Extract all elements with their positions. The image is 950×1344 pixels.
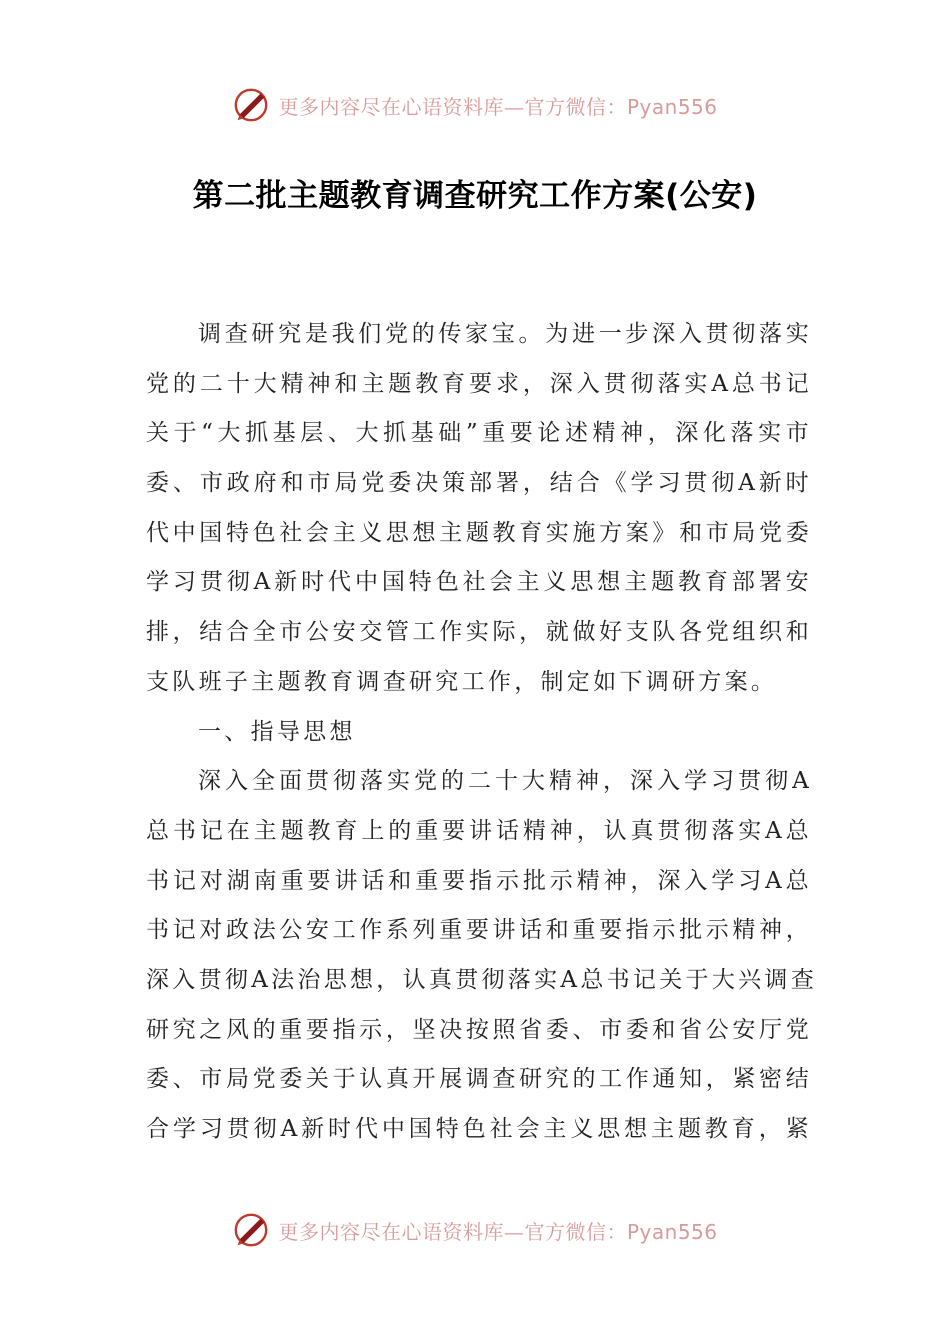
pen-logo-icon xyxy=(232,86,270,124)
paragraph-line: 关于“大抓基层、大抓基础”重要论述精神，深化落实市 xyxy=(146,420,812,447)
footer-watermark xyxy=(0,1205,950,1255)
watermark-text: 更多内容尽在心语资料库—官方微信： xyxy=(278,94,627,119)
paragraph-line: 支队班子主题教育调查研究工作，制定如下调研方案。 xyxy=(146,668,778,695)
header-watermark xyxy=(0,80,950,130)
pen-logo-icon xyxy=(232,1211,270,1249)
paragraph-line: 委、市政府和市局党委决策部署，结合《学习贯彻A新时 xyxy=(146,470,812,497)
document-body xyxy=(146,310,818,1155)
paragraph-line: 调查研究是我们党的传家宝。为进一步深入贯彻落实 xyxy=(198,321,812,347)
paragraph-line: 学习贯彻A新时代中国特色社会主义思想主题教育部署安 xyxy=(146,569,812,596)
watermark-contact: Pyan556 xyxy=(626,1219,718,1244)
paragraph-line: 深入全面贯彻落实党的二十大精神，深入学习贯彻A xyxy=(198,768,812,795)
paragraph-line: 合学习贯彻A新时代中国特色社会主义思想主题教育，紧 xyxy=(146,1116,812,1142)
paragraph-line: 书记对政法公安工作系列重要讲话和重要指示批示精神， xyxy=(146,917,812,944)
watermark-text: 更多内容尽在心语资料库—官方微信： xyxy=(278,1219,627,1244)
paragraph-line: 排，结合全市公安交管工作实际，就做好支队各党组织和 xyxy=(146,619,812,646)
paragraph-line: 深入贯彻A法治思想，认真贯彻落实A总书记关于大兴调查 xyxy=(146,966,818,993)
document-title: 第二批主题教育调查研究工作方案(公安) xyxy=(192,178,758,214)
paragraph-line: 代中国特色社会主义思想主题教育实施方案》和市局党委 xyxy=(146,519,812,546)
paragraph-line: 研究之风的重要指示，坚决按照省委、市委和省公安厅党 xyxy=(146,1016,812,1043)
paragraph-line: 委、市局党委关于认真开展调查研究的工作通知，紧密结 xyxy=(146,1066,812,1093)
section-heading: 一、指导思想 xyxy=(198,718,356,745)
paragraph-line: 党的二十大精神和主题教育要求，深入贯彻落实A总书记 xyxy=(146,370,812,397)
paragraph-line: 书记对湖南重要讲话和重要指示批示精神，深入学习A总 xyxy=(146,867,812,894)
paragraph-line: 总书记在主题教育上的重要讲话精神，认真贯彻落实A总 xyxy=(146,817,812,844)
watermark-contact: Pyan556 xyxy=(626,94,718,119)
